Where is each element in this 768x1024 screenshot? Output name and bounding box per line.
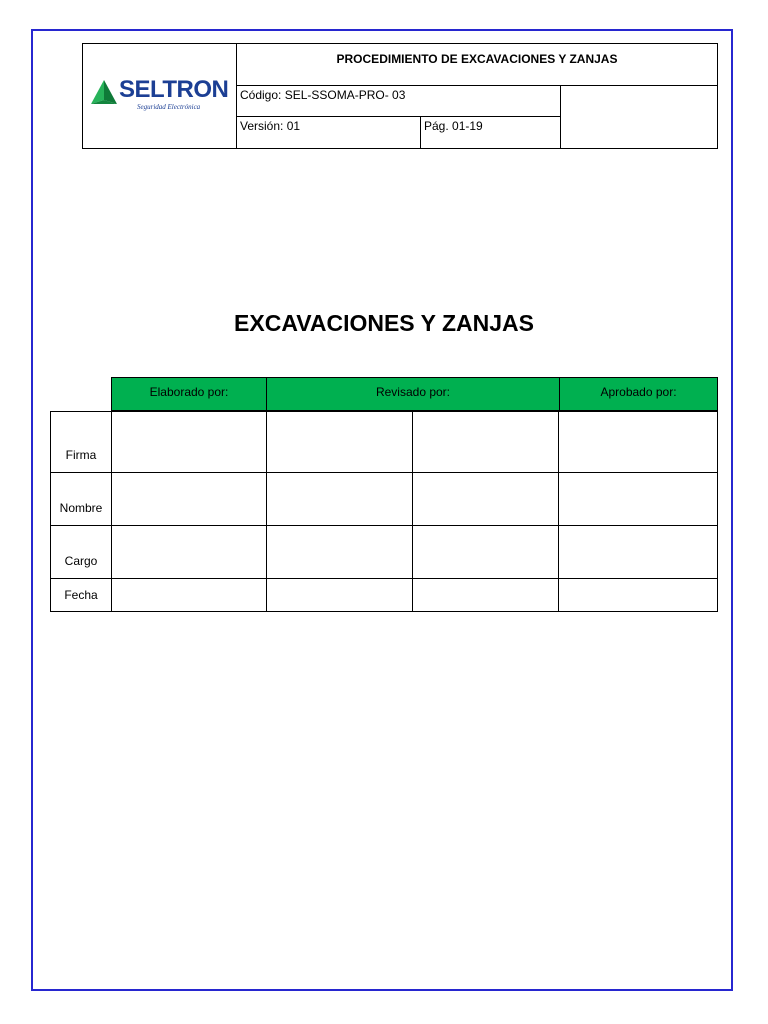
cargo-revisado-cell-2[interactable] (412, 525, 559, 579)
fecha-aprobado-cell[interactable] (558, 578, 718, 612)
cargo-elaborado-cell[interactable] (111, 525, 267, 579)
cargo-aprobado-cell[interactable] (558, 525, 718, 579)
column-aprobado: Aprobado por: (559, 377, 718, 411)
column-elaborado: Elaborado por: (111, 377, 267, 411)
document-title: EXCAVACIONES Y ZANJAS (234, 310, 534, 336)
row-label-fecha: Fecha (50, 578, 112, 612)
row-label-nombre: Nombre (50, 472, 112, 526)
header-title: PROCEDIMIENTO DE EXCAVACIONES Y ZANJAS (237, 44, 717, 86)
column-revisado: Revisado por: (266, 377, 560, 411)
cargo-revisado-cell-1[interactable] (266, 525, 413, 579)
nombre-elaborado-cell[interactable] (111, 472, 267, 526)
nombre-aprobado-cell[interactable] (558, 472, 718, 526)
document-header (82, 43, 718, 149)
fecha-revisado-cell-2[interactable] (412, 578, 559, 612)
fecha-elaborado-cell[interactable] (111, 578, 267, 612)
fecha-revisado-cell-1[interactable] (266, 578, 413, 612)
logo-name: SELTRON (119, 76, 229, 103)
pyramid-icon (89, 78, 119, 108)
document-code: Código: SEL-SSOMA-PRO- 03 (237, 86, 561, 117)
firma-revisado-cell-2[interactable] (412, 411, 559, 473)
nombre-revisado-cell-1[interactable] (266, 472, 413, 526)
row-label-firma: Firma (50, 411, 112, 473)
logo-tagline: Seguridad Electrónica (137, 103, 201, 111)
logo-cell (83, 44, 237, 148)
company-logo (89, 76, 235, 116)
document-version: Versión: 01 (237, 117, 421, 148)
nombre-revisado-cell-2[interactable] (412, 472, 559, 526)
firma-elaborado-cell[interactable] (111, 411, 267, 473)
firma-aprobado-cell[interactable] (558, 411, 718, 473)
row-label-cargo: Cargo (50, 525, 112, 579)
firma-revisado-cell-1[interactable] (266, 411, 413, 473)
document-pages: Pág. 01-19 (421, 117, 561, 148)
approval-table (50, 411, 718, 613)
header-blank-cell (561, 86, 717, 148)
